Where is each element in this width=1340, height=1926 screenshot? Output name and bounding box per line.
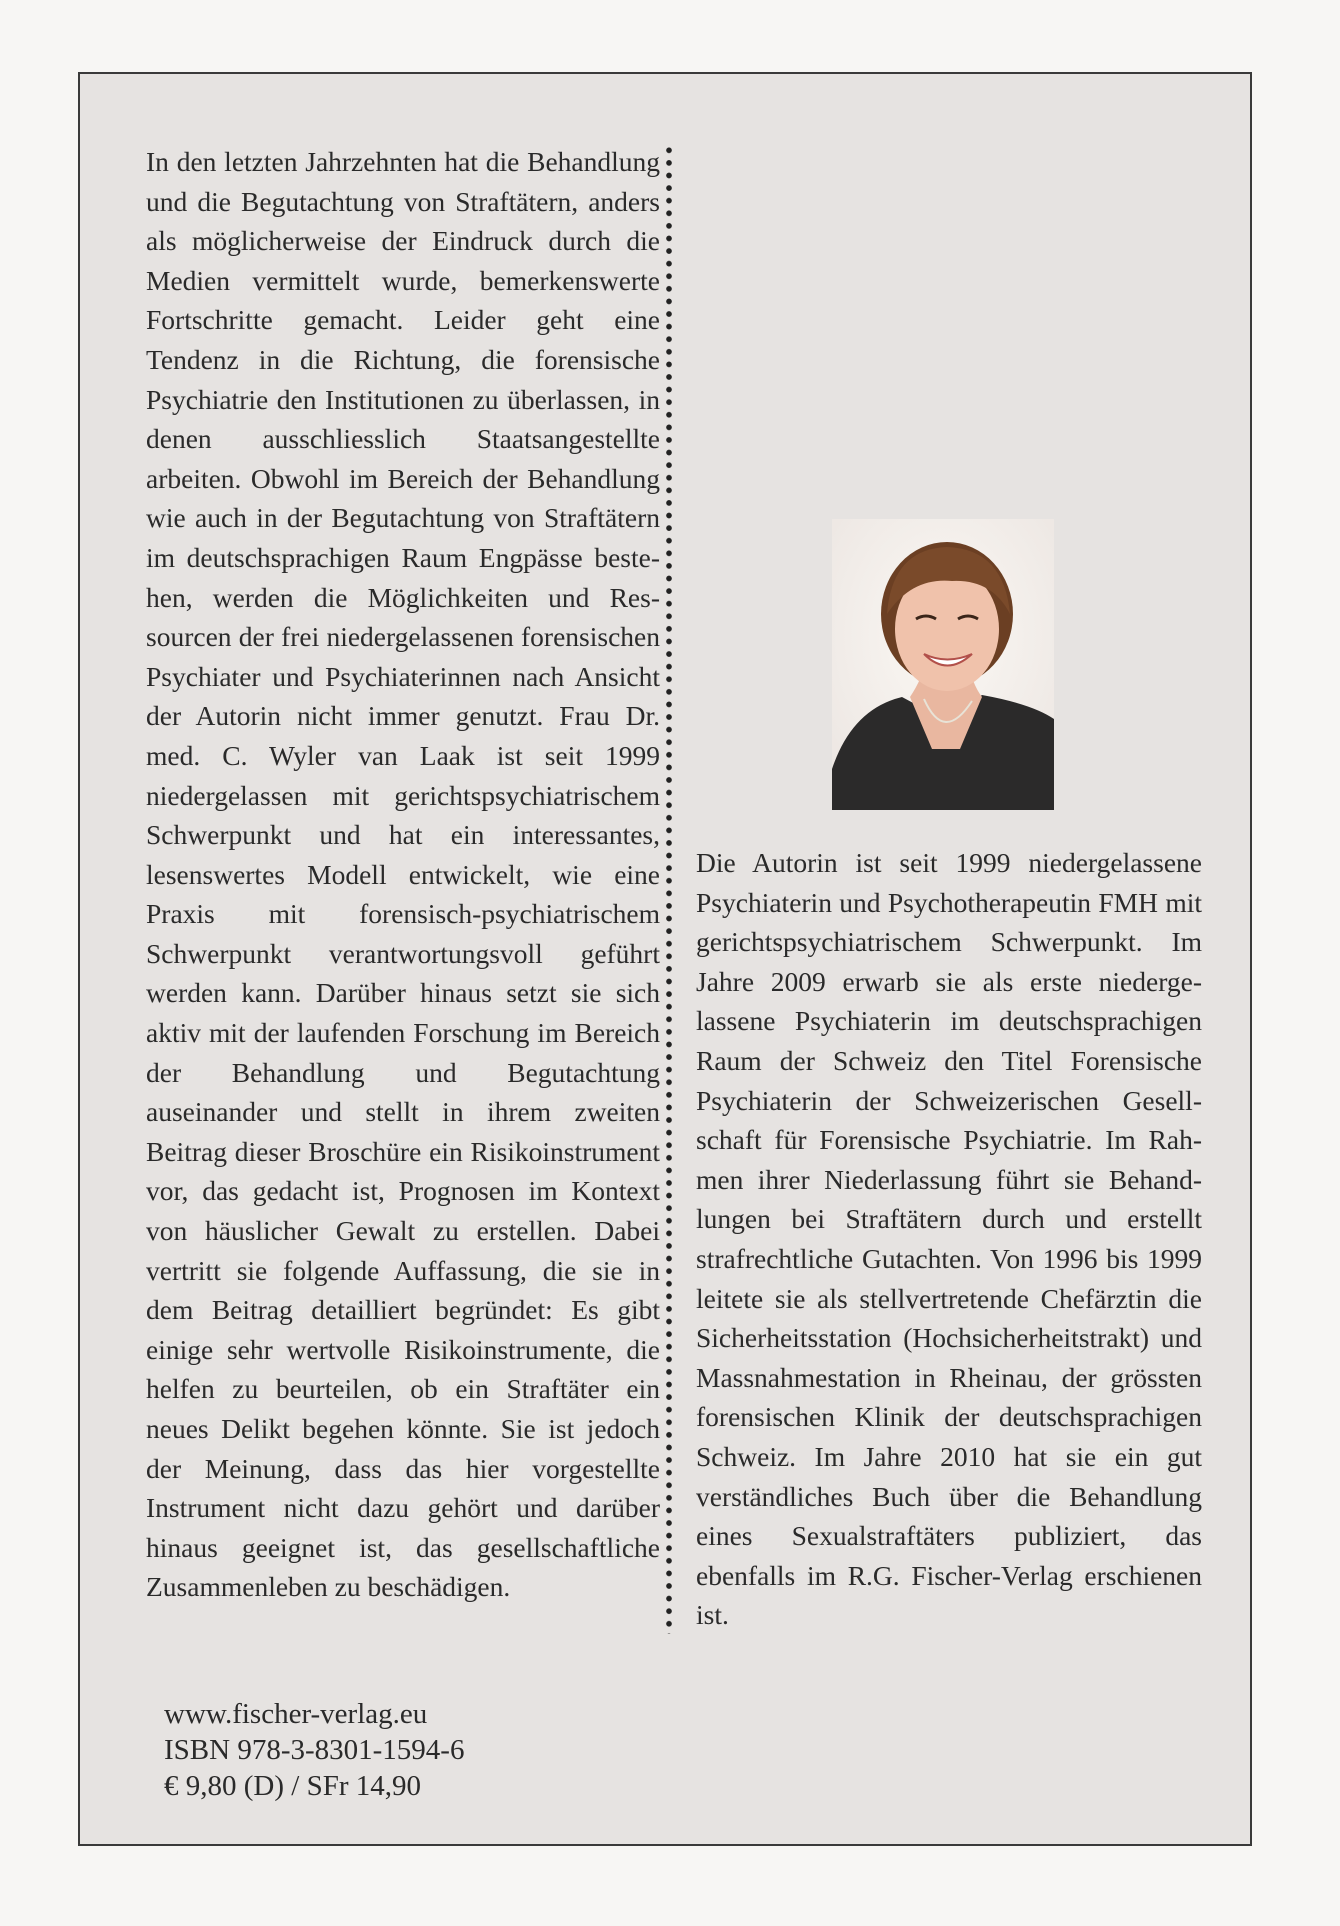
- isbn: ISBN 978-3-8301-1594-6: [164, 1734, 465, 1766]
- author-bio: Die Autorin ist seit 1999 niedergelassene Psychiaterin und Psychotherapeutin FMH mit gerichtspsychiatrischem Schwerpunkt. Im Jahre 2009 erwarb sie als erste niedergelassene Psychiaterin im deutschsprachigen Raum der Schweiz den Titel Forensische Psychiaterin der Schweizerischen Gesellschaft für Forensische Psychiatrie. Im Rahmen ihrer Niederlassung führt sie Behandlungen bei Straftätern durch und erstellt strafrechtliche Gutachten. Von 1996 bis 1999 leitete sie als stellvertretende Chefärztin die Sicherheitsstation (Hochsicherheitstrakt) und Massnahmestation in Rheinau, der grössten forensischen Klinik der deutschsprachigen Schweiz. Im Jahre 2010 hat sie ein gut verständliches Buch über die Behandlung eines Sexualstraftäters publiziert, das ebenfalls im R.G. Fischer-Verlag erschienen ist.: [696, 847, 1202, 1631]
- price: € 9,80 (D) / SFr 14,90: [164, 1770, 421, 1802]
- imprint: [164, 1696, 464, 1804]
- publisher-website: www.fischer-verlag.eu: [164, 1698, 428, 1730]
- dotted-divider: [664, 144, 674, 1634]
- author-photo: [832, 519, 1054, 810]
- blurb-text: In den letzten Jahrzehnten hat die Behandlung und die Begutachtung von Straftätern, anders als möglicherweise der Eindruck durch die Medien vermittelt wurde, bemerkenswerte Fortschritte gemacht. Leider geht eine Tendenz in die Richtung, die forensische Psychiatrie den Institutionen zu überlassen, in denen ausschliesslich Staatsangestellte arbeiten. Obwohl im Bereich der Behandlung wie auch in der Begutachtung von Straftätern im deutschsprachigen Raum Engpässe bestehen, werden die Möglichkeiten und Ressourcen der frei niedergelassenen forensischen Psychiater und Psychiaterinnen nach Ansicht der Autorin nicht immer genutzt. Frau Dr. med. C. Wyler van Laak ist seit 1999 niedergelassen mit gerichtspsychiatrischem Schwerpunkt und hat ein interessantes, lesenswertes Modell entwickelt, wie eine Praxis mit forensisch-psychiatrischem Schwerpunkt verantwortungsvoll geführt werden kann. Darüber hinaus setzt sie sich aktiv mit der laufenden Forschung im Bereich der Behandlung und Begutachtung auseinander und stellt in ihrem zweiten Beitrag dieser Broschüre ein Risikoinstrument vor, das gedacht ist, Prognosen im Kontext von häuslicher Gewalt zu erstellen. Dabei vertritt sie folgende Auffassung, die sie in dem Beitrag detailliert begründet: Es gibt einige sehr wertvolle Risikoinstrumente, die helfen zu beurteilen, ob ein Straftäter ein neues Delikt begehen könnte. Sie ist jedoch der Meinung, dass das hier vorgestellte Instrument nicht dazu gehört und darüber hinaus geeignet ist, das gesellschaftliche Zusammenleben zu beschädigen.: [146, 146, 660, 1603]
